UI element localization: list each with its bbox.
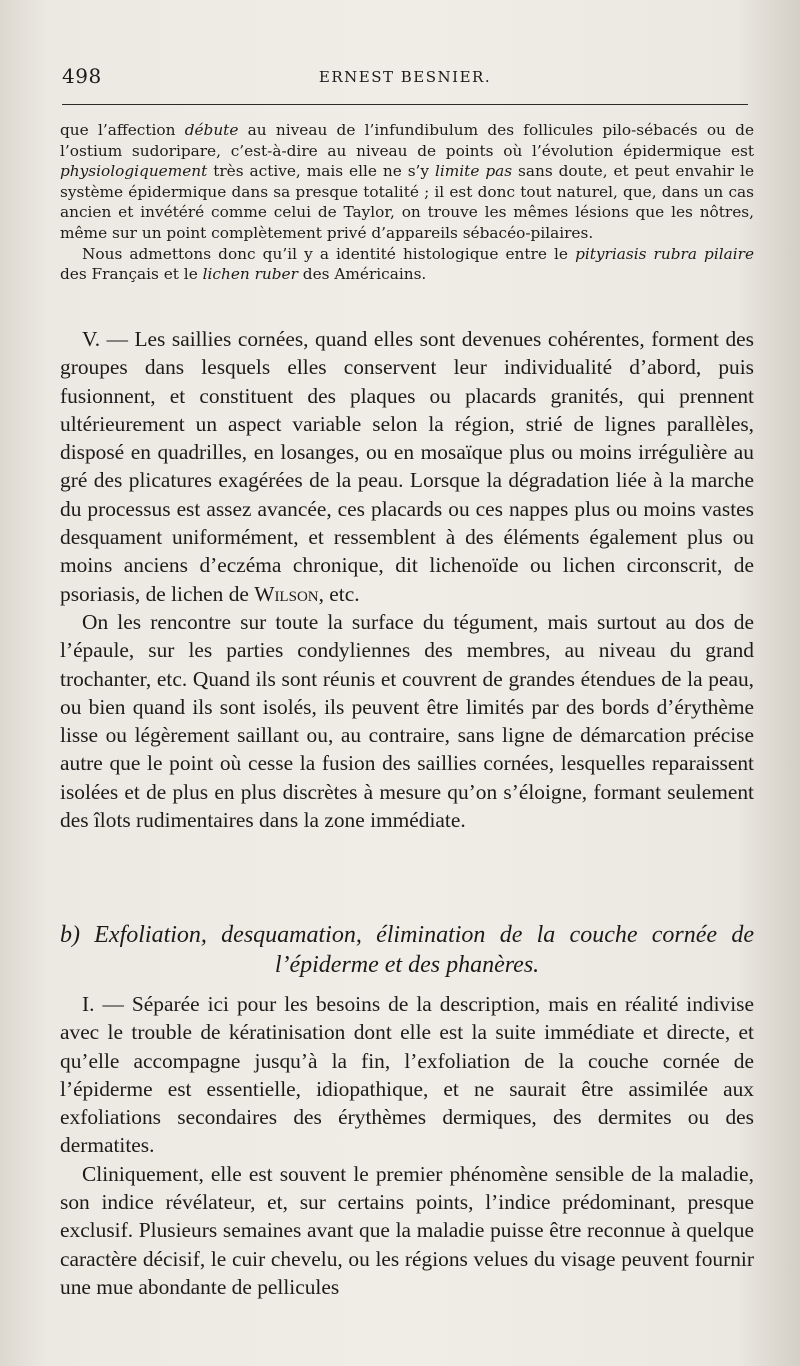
paragraph-identity xyxy=(60,244,754,285)
small-print-block xyxy=(60,120,754,285)
heading-line-2: l’épiderme et des phanères. xyxy=(274,952,540,978)
text-run: sans doute, et peut envahir le système épidermique dans sa presque totalité ; il est donc tout naturel, que, dans un cas ancien et invétéré comme celui de Taylor, on trouve les mêmes lésions que les nôtres, même sur un point complètement privé d’appareils sébacéo-pilaires. xyxy=(60,162,755,242)
section-v-block xyxy=(60,325,754,834)
text-run: très active, mais elle ne s’y xyxy=(207,162,435,181)
text-run: que l’affection xyxy=(60,121,185,139)
page-header xyxy=(58,64,752,94)
author-name: Wilson xyxy=(254,581,319,606)
paragraph-rencontre: On les rencontre sur toute la surface du tégument, mais surtout au dos de l’épaule, sur les parties condyliennes des membres, au niveau du grand trochanter, etc. Quand ils sont réunis et couvrent de grandes étendues de la peau, ou bien quand ils sont isolés, ils peuvent être limités par des bords d’érythème lisse ou légèrement saillant ou, au contraire, sans ligne de démarcation précise autre que le point où cesse la fusion des saillies cornées, lesquelles reparaissent isolées et de plus en plus discrètes à mesure qu’on s’éloigne, formant seulement des îlots rudimentaires dans la zone immédiate. xyxy=(60,609,754,833)
header-rule xyxy=(62,104,748,105)
text-run: au niveau de l’infundibulum des follicules pilo-sébacés ou de l’ostium sudoripare, c’est-à-dire au niveau de points où l’évolution épidermique est xyxy=(60,121,754,160)
italic-run: lichen ruber xyxy=(202,265,298,284)
text-run: des Français et le xyxy=(60,265,203,284)
text-run: des Américains. xyxy=(297,265,427,284)
heading-line-1: b) Exfoliation, desquamation, élimination de la couche cornée de xyxy=(60,922,754,948)
italic-run: physiologiquement xyxy=(60,162,208,181)
text-run: V. — Les saillies cornées, quand elles sont devenues cohérentes, forment des groupes dans lesquels elles conservent leur individualité d’abord, puis fusionnent, et constituent des plaques ou placards granités, qui prennent ultérieurement un aspect variable selon la région, strié de lignes parallèles, disposé en quadrilles, en losanges, ou en mosaïque plus ou moins irrégulière au gré des plicatures exagérées de la peau. Lorsque la dégradation liée à la marche du processus est assez avancée, ces placards ou ces nappes plus ou moins vastes desquament uniformément, et ressemblent à des éléments également plus ou moins anciens d’eczéma chronique, dit lichenoïde ou lichen circonscrit, de psoriasis, de lichen de xyxy=(60,327,754,606)
italic-run: limite pas xyxy=(435,162,513,181)
section-heading xyxy=(60,920,754,980)
paragraph-continuation xyxy=(60,120,754,244)
page-number: 498 xyxy=(62,64,102,88)
section-b-block xyxy=(60,990,754,1301)
text-run: , etc. xyxy=(318,581,360,606)
italic-run: débute xyxy=(184,121,239,139)
italic-run: pityriasis rubra pilaire xyxy=(575,244,754,263)
paragraph-saillies xyxy=(60,325,754,608)
text-run: Nous admettons donc qu’il y a identité histologique entre le xyxy=(82,244,576,263)
running-head: ERNEST BESNIER. xyxy=(318,68,492,86)
paragraph-separee: I. — Séparée ici pour les besoins de la description, mais en réalité indivise avec le trouble de kératinisation dont elle est la suite immédiate et directe, et qu’elle accompagne jusqu’à la fin, l’exfoliation de la couche cornée de l’épiderme est essentielle, idiopathique, et ne saurait être assimilée aux exfoliations secondaires des érythèmes dermiques, des dermites ou des dermatites. xyxy=(60,992,754,1158)
paragraph-cliniquement: Cliniquement, elle est souvent le premier phénomène sensible de la maladie, son indice révélateur, et, sur certains points, l’indice prédominant, presque exclusif. Plusieurs semaines avant que la maladie puisse être reconnue à quelque caractère décisif, le cuir chevelu, ou les régions velues du visage peuvent fournir une mue abondante de pellicules xyxy=(60,1161,754,1299)
